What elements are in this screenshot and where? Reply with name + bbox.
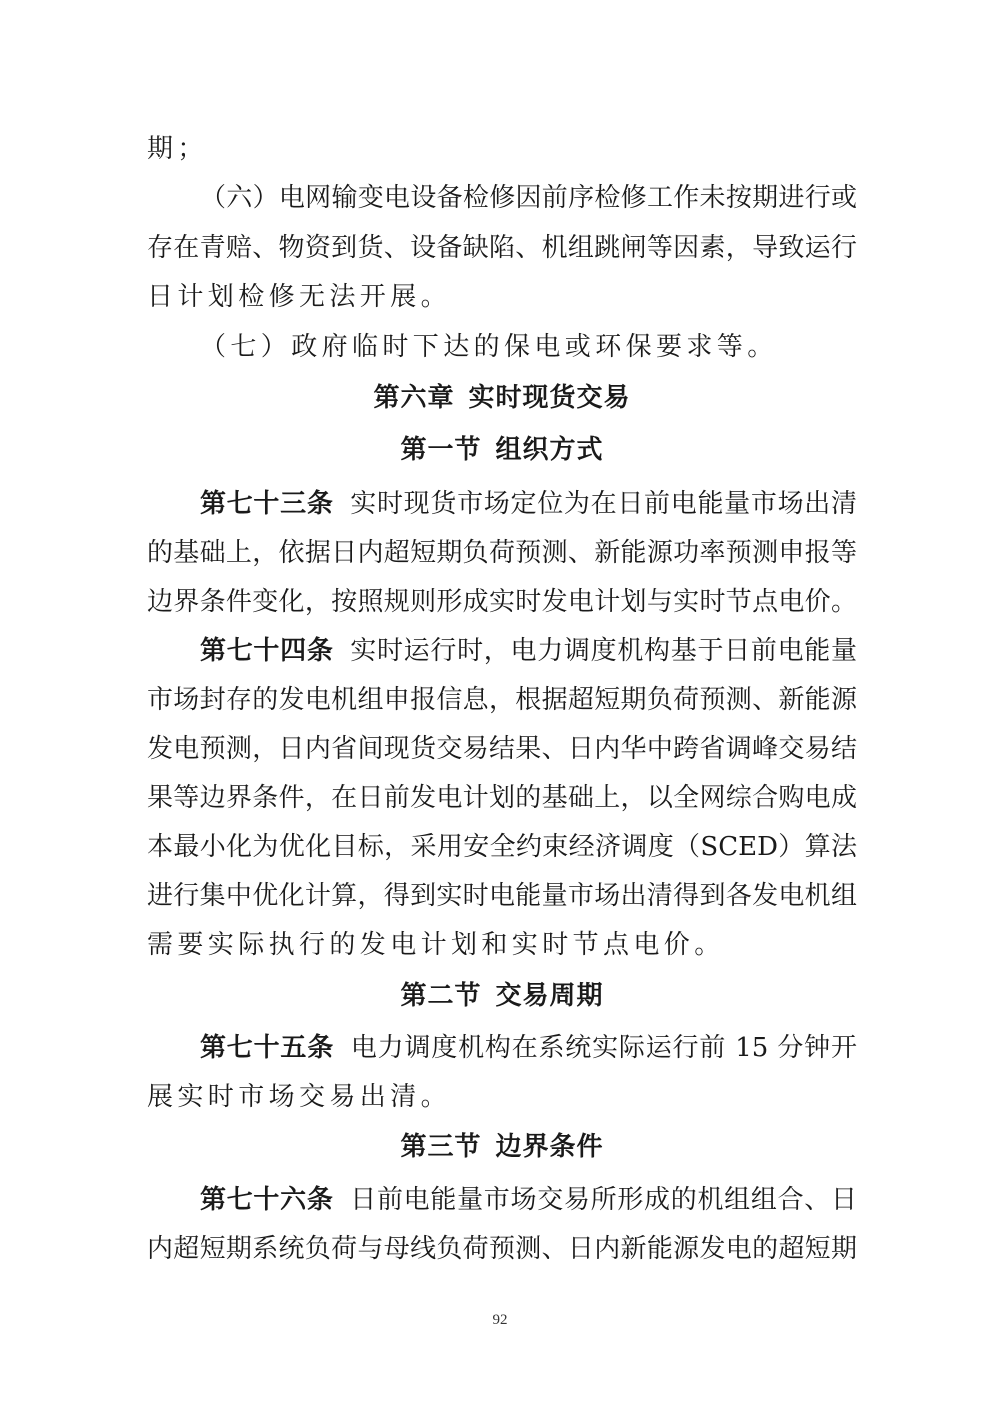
section-title: 组织方式: [495, 435, 604, 465]
article-label: 第七十六条: [200, 1185, 334, 1215]
section-heading: [147, 1127, 857, 1167]
article-text: 日前电能量市场交易所形成的机组组合、日: [349, 1185, 857, 1215]
text-line: 需要实际执行的发电计划和实时节点电价。: [147, 930, 725, 960]
article-first-line: [200, 484, 857, 524]
article-label: 第七十四条: [200, 636, 334, 666]
section-title: 交易周期: [495, 981, 604, 1011]
section-heading: [147, 976, 857, 1016]
text-line: （七）政府临时下达的保电或环保要求等。: [200, 332, 778, 362]
text-line: 进行集中优化计算，得到实时电能量市场出清得到各发电机组: [147, 881, 857, 911]
section-number: 第三节: [400, 1132, 482, 1162]
text-line: 边界条件变化，按照规则形成实时发电计划与实时节点电价。: [147, 587, 857, 617]
text-line: 果等边界条件，在日前发电计划的基础上，以全网综合购电成: [147, 783, 857, 813]
article-text: 电力调度机构在系统实际运行前 15 分钟开: [350, 1033, 857, 1063]
text-line: 发电预测，日内省间现货交易结果、日内华中跨省调峰交易结: [147, 734, 857, 764]
chapter-number: 第六章: [373, 383, 455, 413]
article-first-line: [200, 1028, 857, 1068]
text-line: 的基础上，依据日内超短期负荷预测、新能源功率预测申报等: [147, 538, 857, 568]
section-heading: [147, 430, 857, 470]
section-number: 第一节: [400, 435, 482, 465]
section-title: 边界条件: [495, 1132, 604, 1162]
text-line: 期；: [147, 134, 208, 164]
page-number: 92: [492, 1312, 508, 1328]
text-line: 本最小化为优化目标，采用安全约束经济调度（SCED）算法: [147, 832, 857, 862]
chapter-heading: [147, 378, 857, 418]
text-line: 内超短期系统负荷与母线负荷预测、日内新能源发电的超短期: [147, 1234, 857, 1264]
article-label: 第七十五条: [200, 1033, 335, 1063]
article-text: 实时运行时，电力调度机构基于日前电能量: [349, 636, 857, 666]
article-first-line: [200, 1180, 857, 1220]
text-line: 存在青赔、物资到货、设备缺陷、机组跳闸等因素，导致运行: [147, 233, 857, 263]
article-first-line: [200, 631, 857, 671]
article-text: 实时现货市场定位为在日前电能量市场出清: [349, 489, 857, 519]
article-label: 第七十三条: [200, 489, 334, 519]
chapter-title: 实时现货交易: [468, 383, 631, 413]
section-number: 第二节: [400, 981, 482, 1011]
text-line: 日计划检修无法开展。: [147, 282, 452, 312]
text-line: 展实时市场交易出清。: [147, 1082, 452, 1112]
text-line: （六）电网输变电设备检修因前序检修工作未按期进行或: [200, 183, 857, 213]
text-line: 市场封存的发电机组申报信息，根据超短期负荷预测、新能源: [147, 685, 857, 715]
